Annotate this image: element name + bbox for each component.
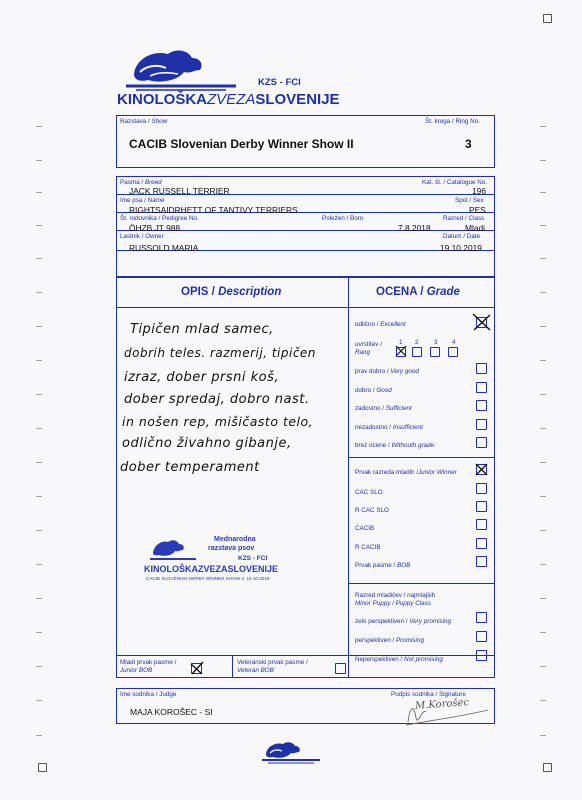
rank-3-checkbox[interactable] — [430, 347, 440, 357]
award-rcac-slo-label: R CAC SLO — [355, 507, 389, 514]
description-heading-si: OPIS / — [181, 286, 219, 298]
breed-label-en: Breed — [144, 179, 162, 186]
org-name-part-a: KINOLOŠKA — [117, 91, 207, 108]
award-bob-label — [355, 562, 410, 569]
checkmark-x-icon — [188, 659, 206, 677]
show-stamp — [142, 531, 310, 593]
breed-label-si: Pasma / — [120, 179, 145, 186]
dog-logo-icon — [126, 44, 236, 94]
catalogue-label: Kat. št. / Catalogue No. — [422, 179, 488, 186]
judge-label: Ime sodnika / Judge — [120, 691, 177, 698]
signature-flourish-icon — [404, 698, 490, 728]
minor-very-promising-checkbox[interactable] — [476, 612, 487, 623]
grade-sufficient-checkbox[interactable] — [476, 400, 487, 411]
dog-name-label-en: Name — [147, 197, 165, 204]
stamp-line-4: KINOLOŠKAZVEZASLOVENIJE — [144, 564, 279, 574]
footer-dog-logo-icon — [262, 739, 320, 765]
rank-4-checkbox[interactable] — [448, 347, 458, 357]
grade-very-good-checkbox[interactable] — [476, 363, 487, 374]
rank-number: 2 — [415, 339, 419, 346]
minor-not-promising-checkbox[interactable] — [476, 650, 487, 661]
org-name-part-c: SLOVENIJE — [255, 91, 340, 108]
award-bob-en: BOB — [397, 562, 411, 569]
award-junior-winner-label — [355, 469, 457, 476]
grade-insufficient-label — [355, 424, 423, 431]
junior-bob-label: Mladi prvak pasme / — [120, 659, 177, 666]
checkmark-x-icon — [470, 311, 494, 333]
stamp-line-3: KZS - FCI — [238, 555, 268, 562]
award-junior-winner-en: Junior Winner — [418, 469, 457, 476]
minor-class-title: Razred mladičev / najmlajših — [355, 592, 436, 599]
description-line: izraz, dober prsni koš, — [124, 370, 280, 385]
grade-rank-en: Rang — [355, 349, 371, 356]
checkmark-x-icon — [394, 344, 408, 358]
veteran-bob-checkbox[interactable] — [335, 663, 346, 674]
breed-value: JACK RUSSELL TERRIER — [129, 186, 230, 196]
stamp-line-2: razstava psov — [208, 545, 255, 552]
corner-box-bottom-left — [38, 763, 47, 772]
grade-very-good-label — [355, 368, 419, 375]
grade-very-good-en: Very good — [390, 368, 419, 375]
minor-very-promising-en: Very promising — [409, 618, 452, 625]
veteran-bob-label-en — [237, 667, 274, 674]
award-cacib-label: CACIB — [355, 525, 375, 532]
grade-without-checkbox[interactable] — [476, 437, 487, 448]
date-label: Datum / Date — [443, 233, 481, 240]
breed-label — [120, 179, 162, 186]
class-label: Razred / Class — [443, 215, 485, 222]
dog-name-label — [120, 197, 164, 204]
grade-without-label — [355, 442, 434, 449]
grade-sufficient-label — [355, 405, 412, 412]
grade-rank-si: uvrstitev / — [355, 341, 382, 348]
minor-very-promising-si: zelo perspektiven / — [355, 618, 410, 625]
class-value: Mladi — [465, 223, 486, 233]
grade-good-en: Good — [376, 387, 392, 394]
corner-box-top-right — [543, 14, 552, 23]
rank-number: 3 — [434, 339, 438, 346]
award-cac-slo-label: CAC SLO — [355, 489, 383, 496]
grade-insufficient-si: nezadostno / — [355, 424, 393, 431]
rank-number: 1 — [399, 339, 403, 346]
grade-excellent-en: Excellent — [380, 321, 406, 328]
veteran-bob-label: Veteranski prvak pasme / — [237, 659, 308, 666]
minor-not-promising-label — [355, 656, 443, 663]
rank-number: 4 — [452, 339, 456, 346]
grade-good-label — [355, 387, 392, 394]
grade-sufficient-si: zadostno / — [355, 405, 386, 412]
sex-value: PES — [469, 205, 486, 215]
stamp-line-5: CACIB SLOVENIAN DERBY WINNER SHOW II, 19.10.2019 — [146, 576, 270, 581]
grade-rank-label-en — [355, 349, 370, 356]
judge-signature: M.Korošec — [414, 697, 470, 712]
rank-2-checkbox[interactable] — [412, 347, 422, 357]
show-name: CACIB Slovenian Derby Winner Show II — [129, 137, 354, 151]
sex-label: Spol / Sex — [455, 197, 484, 204]
grade-sufficient-en: Sufficient — [385, 405, 412, 412]
grade-insufficient-checkbox[interactable] — [476, 419, 487, 430]
award-cacib-checkbox[interactable] — [476, 519, 487, 530]
grade-excellent-label — [355, 321, 406, 328]
show-label-si: Razstava / — [120, 118, 152, 125]
minor-promising-label — [355, 637, 424, 644]
award-rcacib-checkbox[interactable] — [476, 538, 487, 549]
judge-name: MAJA KOROŠEC - SI — [130, 707, 213, 717]
stamp-dog-logo-icon — [150, 537, 196, 563]
description-line: in nošen rep, mišičasto telo, — [122, 414, 314, 429]
ring-label: Št. kroga / Ring No. — [425, 118, 480, 125]
description-heading-en: Description — [218, 286, 282, 298]
award-junior-winner-si: Prvak razreda mladih / — [355, 469, 418, 476]
born-label: Poležen / Born — [322, 215, 364, 222]
grade-very-good-si: prav dobro / — [355, 368, 391, 375]
checkmark-x-icon — [473, 461, 490, 478]
description-line: dobrih teles. razmerij, tipičen — [124, 346, 316, 360]
grade-heading — [376, 286, 460, 298]
dog-name-value: RIGHTSAIDRHETT OF TANTIVY TERRIERS — [129, 205, 298, 215]
veteran-bob-en: Veteran BOB — [237, 667, 274, 674]
minor-promising-en: Promising — [395, 637, 424, 644]
grade-good-si: dobro / — [355, 387, 377, 394]
description-heading — [181, 286, 281, 298]
grade-excellent-si: odlično / — [355, 321, 381, 328]
stamp-line-1: Mednarodna — [214, 536, 256, 543]
owner-value: RUSSOLD MARIA — [129, 243, 199, 253]
date-value: 19.10.2019 — [440, 243, 482, 253]
award-rcacib-label: R CACIB — [355, 544, 381, 551]
grade-good-checkbox[interactable] — [476, 382, 487, 393]
org-name-part-b: ZVEZA — [207, 91, 256, 108]
minor-class-title-en — [355, 600, 431, 607]
minor-class-title-en-text: Minor Puppy / Puppy Class — [355, 600, 431, 607]
org-name — [117, 91, 340, 108]
description-line: dober spredaj, dobro nast. — [124, 392, 310, 407]
show-label-en: Show — [151, 118, 168, 125]
description-line: dober temperament — [120, 460, 260, 475]
grade-without-si: brez ocene / — [355, 442, 392, 449]
grade-heading-si: OCENA / — [376, 286, 427, 298]
award-bob-checkbox[interactable] — [476, 556, 487, 567]
minor-promising-si: perspektiven / — [355, 637, 396, 644]
org-top-label: KZS - FCI — [258, 77, 301, 88]
grade-rank-label — [355, 341, 382, 348]
minor-very-promising-label — [355, 618, 451, 625]
grade-heading-en: Grade — [426, 286, 460, 298]
grade-insufficient-en: Insufficient — [392, 424, 423, 431]
signature-label: Podpis sodnika / Signature — [391, 691, 466, 698]
show-label — [120, 118, 167, 125]
minor-promising-checkbox[interactable] — [476, 631, 487, 642]
description-line: Tipičen mlad samec, — [130, 322, 274, 337]
minor-not-promising-en: Not promising — [404, 656, 443, 663]
junior-bob-label-en — [120, 667, 152, 674]
owner-label: Lastnik / Owner — [120, 233, 164, 240]
minor-not-promising-si: Neperspektiven / — [355, 656, 405, 663]
award-cac-slo-checkbox[interactable] — [476, 483, 487, 494]
pedigree-label: Št. rodovnika / Pedigree No. — [120, 215, 199, 222]
ring-number: 3 — [465, 137, 472, 151]
dog-name-label-si: Ime psa / — [120, 197, 148, 204]
born-value: 7.8.2018 — [398, 223, 431, 233]
catalogue-value: 196 — [472, 186, 486, 196]
corner-box-bottom-right — [543, 763, 552, 772]
grade-without-en: Withouth grade — [391, 442, 435, 449]
award-bob-si: Prvak pasme / — [355, 562, 397, 569]
description-line: odlično živahno gibanje, — [122, 436, 292, 451]
award-rcac-slo-checkbox[interactable] — [476, 501, 487, 512]
junior-bob-en: Junior BOB — [120, 667, 153, 674]
pedigree-value: ÖHZB JT 988 — [129, 223, 181, 233]
